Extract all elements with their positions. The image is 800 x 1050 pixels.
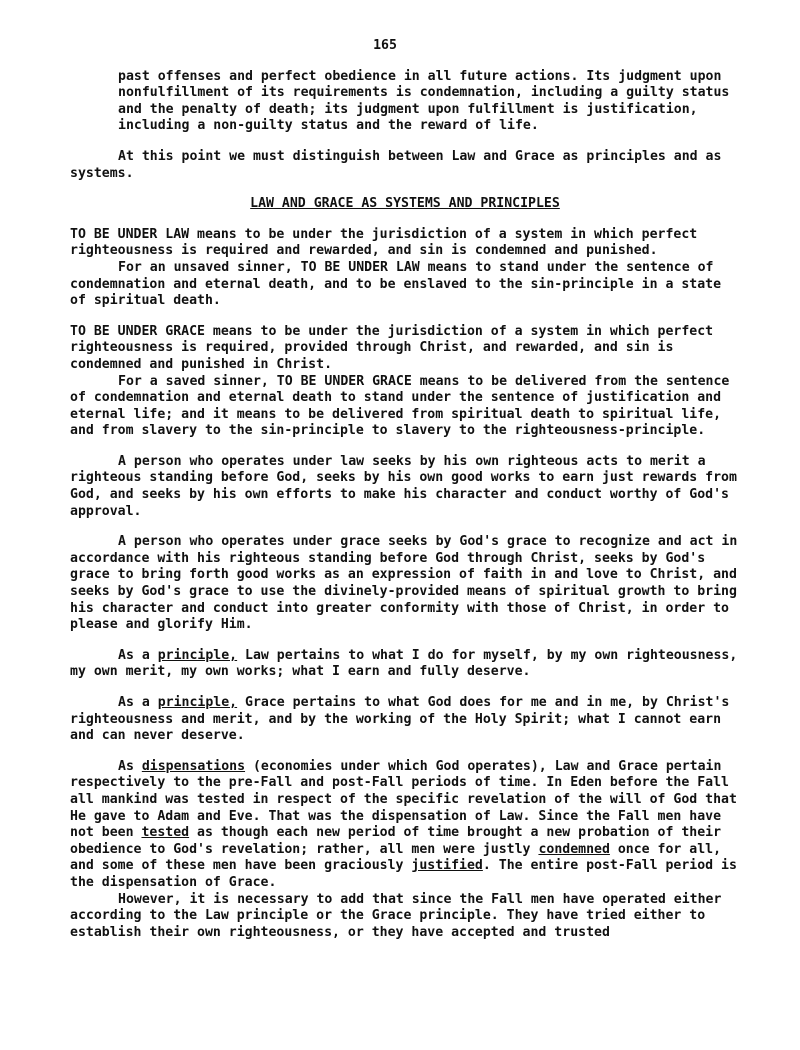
saved-intro: For a saved sinner, — [118, 373, 277, 389]
paragraph-law-person: A person who operates under law seeks by his own righteous acts to merit a righteous standing before God, seeks by his own good works to earn just rewards from God, and seeks by his own efforts to make his character and conduct worthy of God's approval. — [70, 453, 737, 519]
paragraph-law-definition — [70, 227, 740, 260]
unsaved-text: means to stand under the sentence of condemnation and eternal death, and to be enslaved to the sin-principle in a state of spiritual death. — [70, 259, 722, 309]
saved-text: means to be delivered from the sentence of condemnation and eternal death to stand under the sentence of justification and eternal life; and it means to be delivered from spiritual death to spiritual life, and from slavery to the sin-principle to slavery to the righteousness-principle. — [70, 373, 730, 439]
principle-law-text: Law pertains to what I do for myself, by my own righteousness, my own merit, my own works; what I earn and fully deserve. — [70, 647, 738, 680]
dispensations-text-2: as though each new period of time brought a new probation of their obedience to God's revelation; rather, all men were justly — [70, 825, 722, 857]
paragraph-unsaved-sinner — [70, 260, 740, 310]
paragraph-grace-person: A person who operates under grace seeks by God's grace to recognize and act in accordance with his righteous standing before God through Christ, seeks by God's grace to bring forth good works as an expression of faith in and love to Christ, and seeks by God's grace to use the divinely-provided means of spiritual growth to bring his character and conduct into greater conformity with those of Christ, in order to please and glorify Him. — [70, 534, 738, 633]
principle-underline: principle, — [157, 647, 238, 663]
dispensations-text-1: (economies under which God operates), Law and Grace pertain respectively to the pre-Fall and post-Fall periods of time. In Eden before the Fall all mankind was tested in respect of the specific revelation of the will of God that He gave to Adam and Eve. That was the dispensation of Law. Since the Fall men have not been — [70, 758, 737, 841]
tested-underline: tested — [141, 825, 190, 841]
term-under-law: TO BE UNDER LAW — [70, 226, 190, 242]
dispensations-text-4: . The entire post-Fall period is the dispensation of Grace. — [70, 858, 737, 890]
law-definition-text: means to be under the jurisdiction of a system in which perfect righteousness is required and rewarded, and sin is condemned and punished. — [70, 226, 698, 259]
paragraph-dispensations — [70, 759, 740, 892]
justified-underline: justified — [411, 858, 483, 874]
paragraph-principle-law — [70, 648, 740, 681]
term-under-law: TO BE UNDER LAW — [300, 259, 420, 275]
dispensations-underline: dispensations — [141, 758, 246, 774]
paragraph-distinguish: At this point we must distinguish between Law and Grace as principles and as systems. — [70, 148, 722, 181]
unsaved-intro: For an unsaved sinner, — [118, 259, 301, 275]
grace-definition-text: means to be under the jurisdiction of a system in which perfect righteousness is required, provided through Christ, and rewarded, and sin is condemned and punished in Christ. — [70, 323, 714, 372]
principle-law-intro: As a — [118, 647, 158, 663]
paragraph-principle-grace — [70, 695, 740, 745]
condemned-underline: condemned — [538, 841, 610, 857]
section-heading: LAW AND GRACE AS SYSTEMS AND PRINCIPLES — [250, 196, 560, 212]
term-under-grace: TO BE UNDER GRACE — [276, 373, 412, 389]
term-under-grace: TO BE UNDER GRACE — [70, 323, 205, 339]
paragraph-saved-sinner — [70, 374, 740, 440]
paragraph-grace-definition — [70, 324, 740, 374]
dispensations-intro: As — [118, 758, 142, 774]
paragraph-continuation: past offenses and perfect obedience in all future actions. Its judgment upon nonfulfillment of its requirements is condemnation, including a guilty status and the penalty of death; its judgment upon fulfillment is justification, including a non-guilty status and the reward of life. — [118, 68, 730, 134]
principle-grace-text: Grace pertains to what God does for me and in me, by Christ's righteousness and merit, and by the working of the Holy Spirit; what I cannot earn and can never deserve. — [70, 695, 730, 744]
principle-grace-intro: As a — [118, 695, 158, 710]
dispensations-text-3: once for all, and some of these men have been graciously — [70, 841, 722, 874]
principle-underline: principle, — [157, 695, 238, 710]
paragraph-however: However, it is necessary to add that since the Fall men have operated either according to the Law principle or the Grace principle. They have tried either to establish their own righteousness, or they have accepted and trusted — [70, 891, 722, 940]
page-number: 165 — [373, 38, 397, 53]
